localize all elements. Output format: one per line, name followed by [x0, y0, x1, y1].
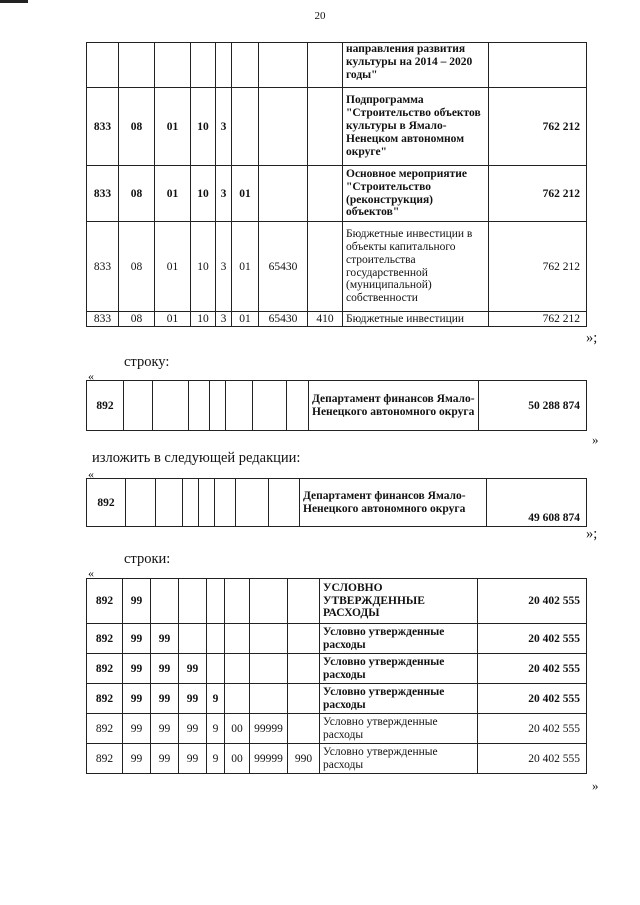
- code-cell: 08: [119, 312, 155, 327]
- code-cell: 892: [87, 654, 123, 684]
- code-cell: 833: [87, 88, 119, 166]
- label-stroki: строки:: [124, 551, 171, 567]
- amount-cell: 20 402 555: [478, 579, 587, 624]
- code-cell: [288, 714, 320, 744]
- code-cell: [215, 479, 236, 527]
- corner-mark: [0, 0, 28, 3]
- code-cell: [308, 43, 343, 88]
- opening-quote-2: «: [88, 467, 94, 481]
- table-row: [87, 88, 587, 166]
- code-cell: [308, 88, 343, 166]
- code-cell: 99: [151, 744, 179, 774]
- code-cell: 3: [216, 166, 232, 222]
- code-cell: 9: [207, 714, 225, 744]
- code-cell: 10: [191, 312, 216, 327]
- code-cell: [207, 579, 225, 624]
- budget-table-culture: [86, 42, 587, 327]
- code-cell: 99: [123, 684, 151, 714]
- table-row: [87, 579, 587, 624]
- code-cell: 9: [207, 744, 225, 774]
- code-cell: [288, 654, 320, 684]
- amount-cell: 20 402 555: [478, 684, 587, 714]
- code-cell: 99: [123, 714, 151, 744]
- code-cell: 99999: [250, 714, 288, 744]
- budget-table-finance-old: [86, 380, 587, 431]
- code-cell: 3: [216, 88, 232, 166]
- code-cell: 65430: [259, 222, 308, 312]
- code-cell: [288, 684, 320, 714]
- code-cell: 9: [207, 684, 225, 714]
- code-cell: [210, 381, 226, 431]
- table-row: [87, 684, 587, 714]
- name-cell: Условно утвержденные расходы: [320, 714, 478, 744]
- code-cell: 01: [155, 312, 191, 327]
- label-izlozhit: изложить в следующей редакции:: [92, 450, 301, 466]
- code-cell: 892: [87, 744, 123, 774]
- table-row: [87, 312, 587, 327]
- page-number: 20: [314, 10, 326, 22]
- code-cell: 01: [155, 88, 191, 166]
- code-cell: 65430: [259, 312, 308, 327]
- table-row: [87, 381, 587, 431]
- closing-quote-4: »: [592, 778, 599, 793]
- code-cell: [250, 579, 288, 624]
- code-cell: [250, 684, 288, 714]
- name-cell: Условно утвержденные расходы: [320, 654, 478, 684]
- code-cell: 99: [123, 744, 151, 774]
- table-row: [87, 479, 587, 527]
- name-cell: Департамент финансов Ямало-Ненецкого автономного округа: [300, 479, 487, 527]
- code-cell: 08: [119, 166, 155, 222]
- closing-quote-2: »: [592, 432, 599, 447]
- code-cell: [232, 88, 259, 166]
- code-cell: 99: [179, 714, 207, 744]
- code-cell: 99: [151, 624, 179, 654]
- amount-cell: 762 212: [489, 222, 587, 312]
- code-cell: [207, 654, 225, 684]
- code-cell: 01: [232, 312, 259, 327]
- name-cell: Основное мероприятие "Строительство (реконструкция) объектов": [343, 166, 489, 222]
- code-cell: 08: [119, 88, 155, 166]
- code-cell: 892: [87, 479, 126, 527]
- code-cell: [216, 43, 232, 88]
- code-cell: 99: [151, 654, 179, 684]
- code-cell: [287, 381, 309, 431]
- opening-quote-1: «: [88, 369, 94, 383]
- code-cell: 10: [191, 166, 216, 222]
- code-cell: 00: [225, 744, 250, 774]
- name-cell: Бюджетные инвестиции: [343, 312, 489, 327]
- code-cell: [308, 166, 343, 222]
- name-cell: Условно утвержденные расходы: [320, 624, 478, 654]
- code-cell: [119, 43, 155, 88]
- name-cell: УСЛОВНО УТВЕРЖДЕННЫЕ РАСХОДЫ: [320, 579, 478, 624]
- code-cell: [225, 579, 250, 624]
- code-cell: [236, 479, 269, 527]
- code-cell: [288, 579, 320, 624]
- table-row: [87, 43, 587, 88]
- code-cell: 99: [123, 579, 151, 624]
- code-cell: [199, 479, 215, 527]
- code-cell: 08: [119, 222, 155, 312]
- code-cell: 99: [123, 654, 151, 684]
- code-cell: 01: [232, 166, 259, 222]
- code-cell: 892: [87, 381, 124, 431]
- name-cell: Департамент финансов Ямало-Ненецкого автономного округа: [309, 381, 479, 431]
- code-cell: 99999: [250, 744, 288, 774]
- code-cell: [155, 43, 191, 88]
- amount-cell: 20 402 555: [478, 714, 587, 744]
- code-cell: [207, 624, 225, 654]
- code-cell: [308, 222, 343, 312]
- code-cell: [259, 43, 308, 88]
- code-cell: [126, 479, 156, 527]
- closing-quote-1: »;: [586, 330, 598, 346]
- code-cell: 833: [87, 312, 119, 327]
- table-row: [87, 714, 587, 744]
- code-cell: [153, 381, 189, 431]
- code-cell: 892: [87, 684, 123, 714]
- code-cell: 833: [87, 166, 119, 222]
- closing-quote-3: »;: [586, 526, 598, 542]
- amount-cell: 20 402 555: [478, 624, 587, 654]
- code-cell: [226, 381, 253, 431]
- amount-cell: 762 212: [489, 88, 587, 166]
- code-cell: 10: [191, 88, 216, 166]
- name-cell: Подпрограмма "Строительство объектов культуры в Ямало-Ненецком автономном округе": [343, 88, 489, 166]
- code-cell: 01: [155, 222, 191, 312]
- code-cell: [225, 654, 250, 684]
- code-cell: [250, 624, 288, 654]
- code-cell: 01: [232, 222, 259, 312]
- code-cell: [179, 624, 207, 654]
- table-row: [87, 654, 587, 684]
- code-cell: [225, 624, 250, 654]
- code-cell: 3: [216, 312, 232, 327]
- amount-cell: 20 402 555: [478, 744, 587, 774]
- amount-cell: [489, 43, 587, 88]
- code-cell: 99: [151, 684, 179, 714]
- table-row: [87, 624, 587, 654]
- code-cell: [253, 381, 287, 431]
- code-cell: [191, 43, 216, 88]
- code-cell: 410: [308, 312, 343, 327]
- code-cell: 3: [216, 222, 232, 312]
- code-cell: [288, 624, 320, 654]
- code-cell: [250, 654, 288, 684]
- code-cell: [189, 381, 210, 431]
- code-cell: [269, 479, 300, 527]
- code-cell: 10: [191, 222, 216, 312]
- code-cell: 892: [87, 714, 123, 744]
- opening-quote-3: «: [88, 566, 94, 580]
- code-cell: [87, 43, 119, 88]
- code-cell: [151, 579, 179, 624]
- table-row: [87, 222, 587, 312]
- label-stroku: строку:: [124, 354, 170, 370]
- code-cell: [259, 88, 308, 166]
- code-cell: 99: [179, 684, 207, 714]
- budget-table-finance-new: [86, 478, 587, 527]
- name-cell: Условно утвержденные расходы: [320, 744, 478, 774]
- code-cell: 01: [155, 166, 191, 222]
- code-cell: 99: [151, 714, 179, 744]
- code-cell: 99: [179, 654, 207, 684]
- code-cell: [225, 684, 250, 714]
- code-cell: [259, 166, 308, 222]
- table-row: [87, 166, 587, 222]
- table-row: [87, 744, 587, 774]
- code-cell: [183, 479, 199, 527]
- code-cell: 99: [123, 624, 151, 654]
- code-cell: [232, 43, 259, 88]
- code-cell: [179, 579, 207, 624]
- amount-cell: 50 288 874: [479, 381, 587, 431]
- code-cell: 892: [87, 579, 123, 624]
- amount-cell: 49 608 874: [487, 479, 587, 527]
- code-cell: 99: [179, 744, 207, 774]
- budget-table-conditional: [86, 578, 587, 774]
- code-cell: 990: [288, 744, 320, 774]
- code-cell: [124, 381, 153, 431]
- name-cell: Бюджетные инвестиции в объекты капитального строительства государственной (муниципальной) собственности: [343, 222, 489, 312]
- amount-cell: 20 402 555: [478, 654, 587, 684]
- code-cell: 833: [87, 222, 119, 312]
- code-cell: 00: [225, 714, 250, 744]
- name-cell: направления развития культуры на 2014 – 2020 годы": [343, 43, 489, 88]
- code-cell: 892: [87, 624, 123, 654]
- name-cell: Условно утвержденные расходы: [320, 684, 478, 714]
- amount-cell: 762 212: [489, 312, 587, 327]
- amount-cell: 762 212: [489, 166, 587, 222]
- code-cell: [156, 479, 183, 527]
